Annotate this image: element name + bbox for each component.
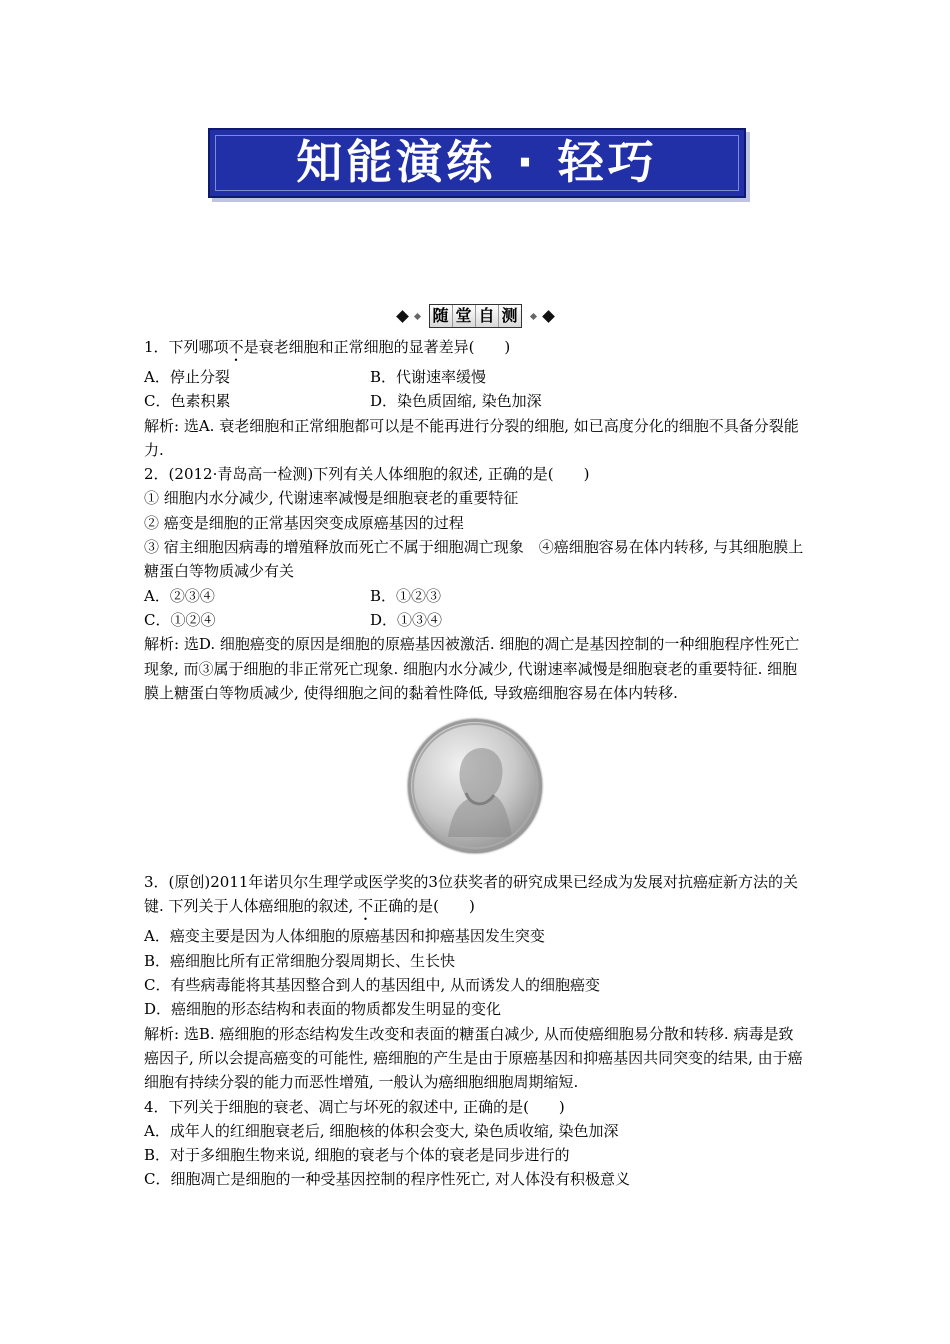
section-title-char: 测 — [499, 305, 521, 327]
option-c: C．①②④ — [144, 610, 216, 629]
nobel-medal-image — [408, 719, 542, 853]
question-2-statement-2: ② 癌变是细胞的正常基因突变成原癌基因的过程 — [144, 513, 464, 532]
option-b: B．代谢速率缓慢 — [370, 368, 487, 386]
option-d: D．①③④ — [370, 610, 443, 629]
question-4-stem: 4．下列关于细胞的衰老、凋亡与坏死的叙述中, 正确的是( ) — [144, 1097, 565, 1116]
figure-area — [144, 705, 806, 870]
option-a: A．停止分裂 — [144, 368, 230, 386]
question-1-analysis: 解析: 选A. 衰老细胞和正常细胞都可以是不能再进行分裂的细胞, 如已高度分化的细胞不具备分裂能力. — [144, 416, 799, 459]
question-2-statement-1: ① 细胞内水分减少, 代谢速率减慢是细胞衰老的重要特征 — [144, 489, 519, 508]
title-banner — [208, 128, 746, 198]
diamond-icon — [396, 310, 409, 323]
option-a: A．成年人的红细胞衰老后, 细胞核的体积会变大, 染色质收缩, 染色加深 — [144, 1121, 619, 1140]
section-title-char: 堂 — [453, 305, 476, 327]
option-c: C．色素积累 — [144, 392, 231, 411]
medal-portrait — [408, 719, 542, 853]
option-c: C．细胞凋亡是细胞的一种受基因控制的程序性死亡, 对人体没有积极意义 — [144, 1170, 631, 1189]
question-1-options-row — [144, 365, 806, 389]
question-2-analysis: 解析: 选D. 细胞癌变的原因是细胞的原癌基因被激活. 细胞的凋亡是基因控制的一种细胞程序性死亡现象, 而③属于细胞的非正常死亡现象. 细胞内水分减少, 代谢速率减慢是细胞衰老的重要特征. 细胞膜上糖蛋白等物质减少, 使得细胞之间的黏着性降低, 导致癌细胞容易在体内转移. — [144, 635, 800, 702]
question-1-stem: 1．下列哪项不是衰老细胞和正常细胞的显著差异( ) — [144, 338, 511, 356]
diamond-icon — [529, 312, 536, 319]
option-a: A．癌变主要是因为人体细胞的原癌基因和抑癌基因发生突变 — [144, 927, 545, 946]
diamond-icon — [413, 312, 420, 319]
question-3-analysis: 解析: 选B. 癌细胞的形态结构发生改变和表面的糖蛋白减少, 从而使癌细胞易分散和转移. 病毒是致癌因子, 所以会提高癌变的可能性, 癌细胞的产生是由于原癌基因和抑癌基因共同突变的结果, 由于癌细胞有持续分裂的能力而恶性增殖, 一般认为癌细胞细胞周期缩短. — [144, 1024, 803, 1092]
option-d: D．癌细胞的形态结构和表面的物质都发生明显的变化 — [144, 1000, 502, 1019]
question-2-stem: 2．(2012·青岛高一检测)下列有关人体细胞的叙述, 正确的是( ) — [144, 465, 590, 484]
question-2-options-row — [144, 584, 806, 608]
question-1-options-row — [144, 389, 806, 413]
question-2-options-row — [144, 608, 806, 632]
banner-title: 知能演练 · 轻巧 — [296, 135, 658, 189]
option-d: D．染色质固缩, 染色加深 — [370, 392, 542, 411]
option-a: A．②③④ — [144, 586, 215, 605]
question-2-statement-3-4: ③ 宿主细胞因病毒的增殖释放而死亡不属于细胞凋亡现象 ④癌细胞容易在体内转移, 与其细胞膜上糖蛋白等物质减少有关 — [144, 538, 804, 581]
option-b: B．癌细胞比所有正常细胞分裂周期长、生长快 — [144, 951, 456, 970]
question-list — [144, 335, 806, 1192]
option-b: B．①②③ — [370, 586, 442, 605]
diamond-icon — [542, 310, 555, 323]
option-b: B．对于多细胞生物来说, 细胞的衰老与个体的衰老是同步进行的 — [144, 1146, 570, 1165]
option-c: C．有些病毒能将其基因整合到人的基因组中, 从而诱发人的细胞癌变 — [144, 976, 601, 995]
section-title-char: 随 — [430, 305, 453, 327]
section-header — [370, 303, 580, 329]
section-title-char: 自 — [476, 305, 499, 327]
question-3-stem: 3．(原创)2011年诺贝尔生理学或医学奖的3位获奖者的研究成果已经成为发展对抗癌症新方法的关键. 下列关于人体癌细胞的叙述, 不正确的是( ) — [144, 873, 798, 916]
section-title — [429, 304, 522, 328]
